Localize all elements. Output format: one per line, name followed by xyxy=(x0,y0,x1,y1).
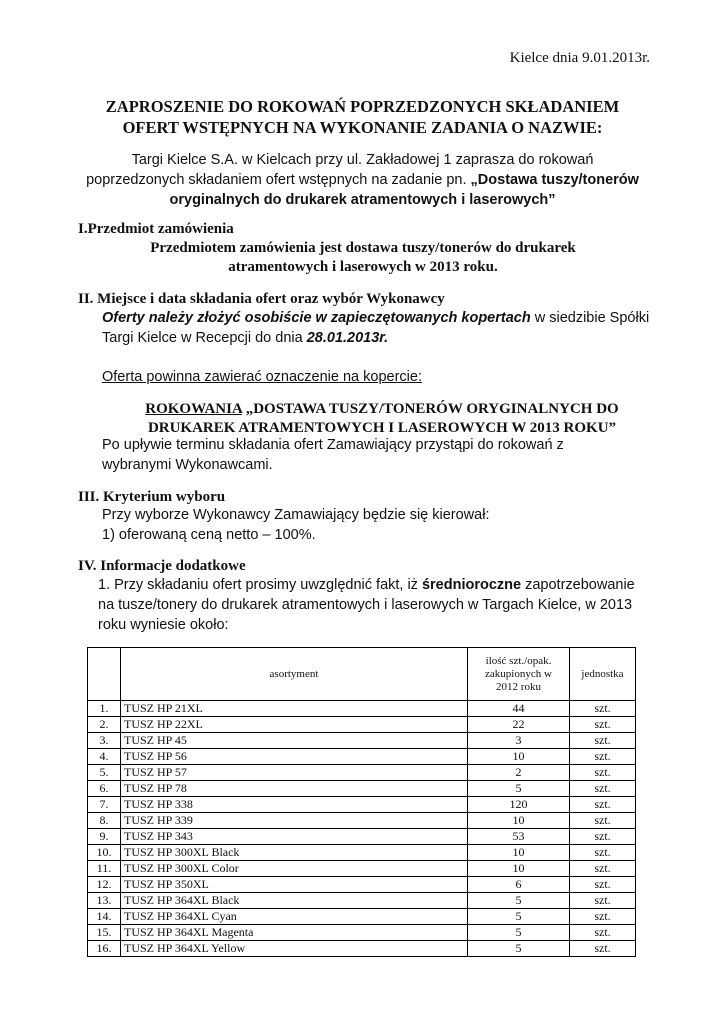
document-title xyxy=(40,96,685,138)
row-number: 13. xyxy=(88,893,121,909)
table-row xyxy=(88,893,636,909)
row-unit: szt. xyxy=(570,893,636,909)
table-row xyxy=(88,733,636,749)
row-unit: szt. xyxy=(570,829,636,845)
row-unit: szt. xyxy=(570,781,636,797)
row-item-name: TUSZ HP 364XL Black xyxy=(121,893,468,909)
row-item-name: TUSZ HP 350XL xyxy=(121,877,468,893)
table-row xyxy=(88,829,636,845)
header-quantity-line-3: 2012 roku xyxy=(496,680,541,693)
row-item-name: TUSZ HP 21XL xyxy=(121,701,468,717)
delivery-instruction: Oferty należy złożyć osobiście w zapieczętowanych kopertach xyxy=(102,310,531,326)
row-item-name: TUSZ HP 338 xyxy=(121,797,468,813)
task-name-part-1: „Dostawa tuszy/tonerów xyxy=(470,172,639,188)
envelope-label-keyword: ROKOWANIA xyxy=(145,401,242,417)
row-quantity: 2 xyxy=(468,765,570,781)
row-unit: szt. xyxy=(570,845,636,861)
table-row xyxy=(88,765,636,781)
table-row xyxy=(88,845,636,861)
row-unit: szt. xyxy=(570,925,636,941)
section-4 xyxy=(78,557,678,576)
header-quantity xyxy=(468,648,570,701)
section-4-line-3: roku wyniesie około: xyxy=(98,617,229,633)
row-quantity: 10 xyxy=(468,845,570,861)
table-body xyxy=(88,701,636,957)
section-2-after-line-1: Po upływie terminu składania ofert Zamawiający przystąpi do rokowań z xyxy=(102,437,564,453)
table-row xyxy=(88,797,636,813)
row-item-name: TUSZ HP 364XL Cyan xyxy=(121,909,468,925)
row-unit: szt. xyxy=(570,717,636,733)
section-1 xyxy=(78,220,648,277)
intro-line-2 xyxy=(60,170,665,190)
row-quantity: 120 xyxy=(468,797,570,813)
row-quantity: 53 xyxy=(468,829,570,845)
row-quantity: 5 xyxy=(468,909,570,925)
table-row xyxy=(88,813,636,829)
section-2 xyxy=(78,290,678,309)
row-item-name: TUSZ HP 22XL xyxy=(121,717,468,733)
envelope-label-line-1 xyxy=(102,400,662,419)
section-4-line-1-rest: zapotrzebowanie xyxy=(521,577,635,593)
intro-line-2-text: poprzedzonych składaniem ofert wstępnych na zadanie pn. xyxy=(86,172,471,188)
row-unit: szt. xyxy=(570,749,636,765)
task-name-part-2: oryginalnych do drukarek atramentowych i laserowych” xyxy=(169,192,556,208)
row-unit: szt. xyxy=(570,797,636,813)
document-date: Kielce dnia 9.01.2013r. xyxy=(509,50,650,66)
title-line-1: ZAPROSZENIE DO ROKOWAŃ POPRZEDZONYCH SKŁADANIEM xyxy=(105,97,620,116)
row-item-name: TUSZ HP 56 xyxy=(121,749,468,765)
row-quantity: 10 xyxy=(468,813,570,829)
row-quantity: 22 xyxy=(468,717,570,733)
row-unit: szt. xyxy=(570,733,636,749)
section-4-body xyxy=(98,575,683,635)
table-row xyxy=(88,909,636,925)
section-1-line-1: Przedmiotem zamówienia jest dostawa tuszy/tonerów do drukarek xyxy=(150,240,576,256)
row-quantity: 44 xyxy=(468,701,570,717)
section-3-body xyxy=(102,505,682,545)
row-item-name: TUSZ HP 339 xyxy=(121,813,468,829)
title-line-2: OFERT WSTĘPNYCH NA WYKONANIE ZADANIA O NAZWIE: xyxy=(122,118,603,137)
header-quantity-line-2: zakupionych w xyxy=(485,667,552,680)
row-item-name: TUSZ HP 45 xyxy=(121,733,468,749)
row-number: 14. xyxy=(88,909,121,925)
row-item-name: TUSZ HP 343 xyxy=(121,829,468,845)
row-quantity: 3 xyxy=(468,733,570,749)
section-2-line-1-rest: w siedzibie Spółki xyxy=(530,310,650,326)
envelope-label xyxy=(102,400,662,438)
row-quantity: 5 xyxy=(468,925,570,941)
row-quantity: 10 xyxy=(468,749,570,765)
row-unit: szt. xyxy=(570,877,636,893)
intro-line-1: Targi Kielce S.A. w Kielcach przy ul. Zakładowej 1 zaprasza do rokowań xyxy=(131,152,594,168)
row-number: 5. xyxy=(88,765,121,781)
header-unit: jednostka xyxy=(570,648,636,701)
row-unit: szt. xyxy=(570,941,636,957)
table-row xyxy=(88,877,636,893)
table-header-row xyxy=(88,648,636,701)
row-quantity: 5 xyxy=(468,781,570,797)
row-unit: szt. xyxy=(570,701,636,717)
row-item-name: TUSZ HP 364XL Yellow xyxy=(121,941,468,957)
table-row xyxy=(88,717,636,733)
row-unit: szt. xyxy=(570,861,636,877)
row-number: 7. xyxy=(88,797,121,813)
section-2-body xyxy=(102,308,682,387)
row-number: 4. xyxy=(88,749,121,765)
row-number: 1. xyxy=(88,701,121,717)
row-number: 8. xyxy=(88,813,121,829)
header-quantity-line-1: ilość szt./opak. xyxy=(485,654,552,667)
row-number: 16. xyxy=(88,941,121,957)
section-4-heading: IV. Informacje dodatkowe xyxy=(78,558,246,574)
envelope-label-line-1-rest: „DOSTAWA TUSZY/TONERÓW ORYGINALNYCH DO xyxy=(241,401,619,417)
header-num xyxy=(88,648,121,701)
supplies-table xyxy=(87,647,636,957)
intro-paragraph xyxy=(60,150,665,210)
row-number: 11. xyxy=(88,861,121,877)
section-3-line-2: 1) oferowaną ceną netto – 100%. xyxy=(102,527,316,543)
row-unit: szt. xyxy=(570,765,636,781)
envelope-note: Oferta powinna zawierać oznaczenie na kopercie: xyxy=(102,369,422,385)
header-assortment: asortyment xyxy=(121,648,468,701)
section-2-after-line-2: wybranymi Wykonawcami. xyxy=(102,457,273,473)
section-4-line-2: na tusze/tonery do drukarek atramentowych i laserowych w Targach Kielce, w 2013 xyxy=(98,597,633,613)
row-item-name: TUSZ HP 300XL Black xyxy=(121,845,468,861)
row-quantity: 5 xyxy=(468,941,570,957)
table-row xyxy=(88,781,636,797)
row-quantity: 6 xyxy=(468,877,570,893)
row-number: 10. xyxy=(88,845,121,861)
row-item-name: TUSZ HP 364XL Magenta xyxy=(121,925,468,941)
section-2-line-1 xyxy=(102,308,682,328)
table-row xyxy=(88,941,636,957)
section-4-line-1-text: 1. Przy składaniu ofert prosimy uwzględnić fakt, iż xyxy=(98,577,422,593)
section-2-line-2 xyxy=(102,328,682,348)
annual-average-term: średnioroczne xyxy=(421,577,522,593)
section-4-line-1 xyxy=(98,575,683,595)
section-2-line-2-text: Targi Kielce w Recepcji do dnia xyxy=(102,330,307,346)
section-3-heading: III. Kryterium wyboru xyxy=(78,489,226,505)
section-1-line-2: atramentowych i laserowych w 2013 roku. xyxy=(228,259,498,275)
row-number: 12. xyxy=(88,877,121,893)
table-row xyxy=(88,925,636,941)
row-number: 6. xyxy=(88,781,121,797)
intro-line-3 xyxy=(60,190,665,210)
row-number: 3. xyxy=(88,733,121,749)
row-quantity: 5 xyxy=(468,893,570,909)
row-unit: szt. xyxy=(570,909,636,925)
section-2-heading: II. Miejsce i data składania ofert oraz wybór Wykonawcy xyxy=(78,291,445,307)
deadline-date: 28.01.2013r. xyxy=(306,330,389,346)
row-quantity: 10 xyxy=(468,861,570,877)
section-2-after xyxy=(102,435,682,475)
table-row xyxy=(88,749,636,765)
table-row xyxy=(88,861,636,877)
section-1-heading: I.Przedmiot zamówienia xyxy=(78,221,234,237)
row-number: 9. xyxy=(88,829,121,845)
row-item-name: TUSZ HP 57 xyxy=(121,765,468,781)
row-item-name: TUSZ HP 300XL Color xyxy=(121,861,468,877)
section-3-line-1: Przy wyborze Wykonawcy Zamawiający będzie się kierował: xyxy=(102,507,490,523)
row-unit: szt. xyxy=(570,813,636,829)
row-item-name: TUSZ HP 78 xyxy=(121,781,468,797)
table-row xyxy=(88,701,636,717)
row-number: 15. xyxy=(88,925,121,941)
envelope-label-line-2: DRUKAREK ATRAMENTOWYCH I LASEROWYCH W 2013 ROKU” xyxy=(147,420,617,436)
row-number: 2. xyxy=(88,717,121,733)
